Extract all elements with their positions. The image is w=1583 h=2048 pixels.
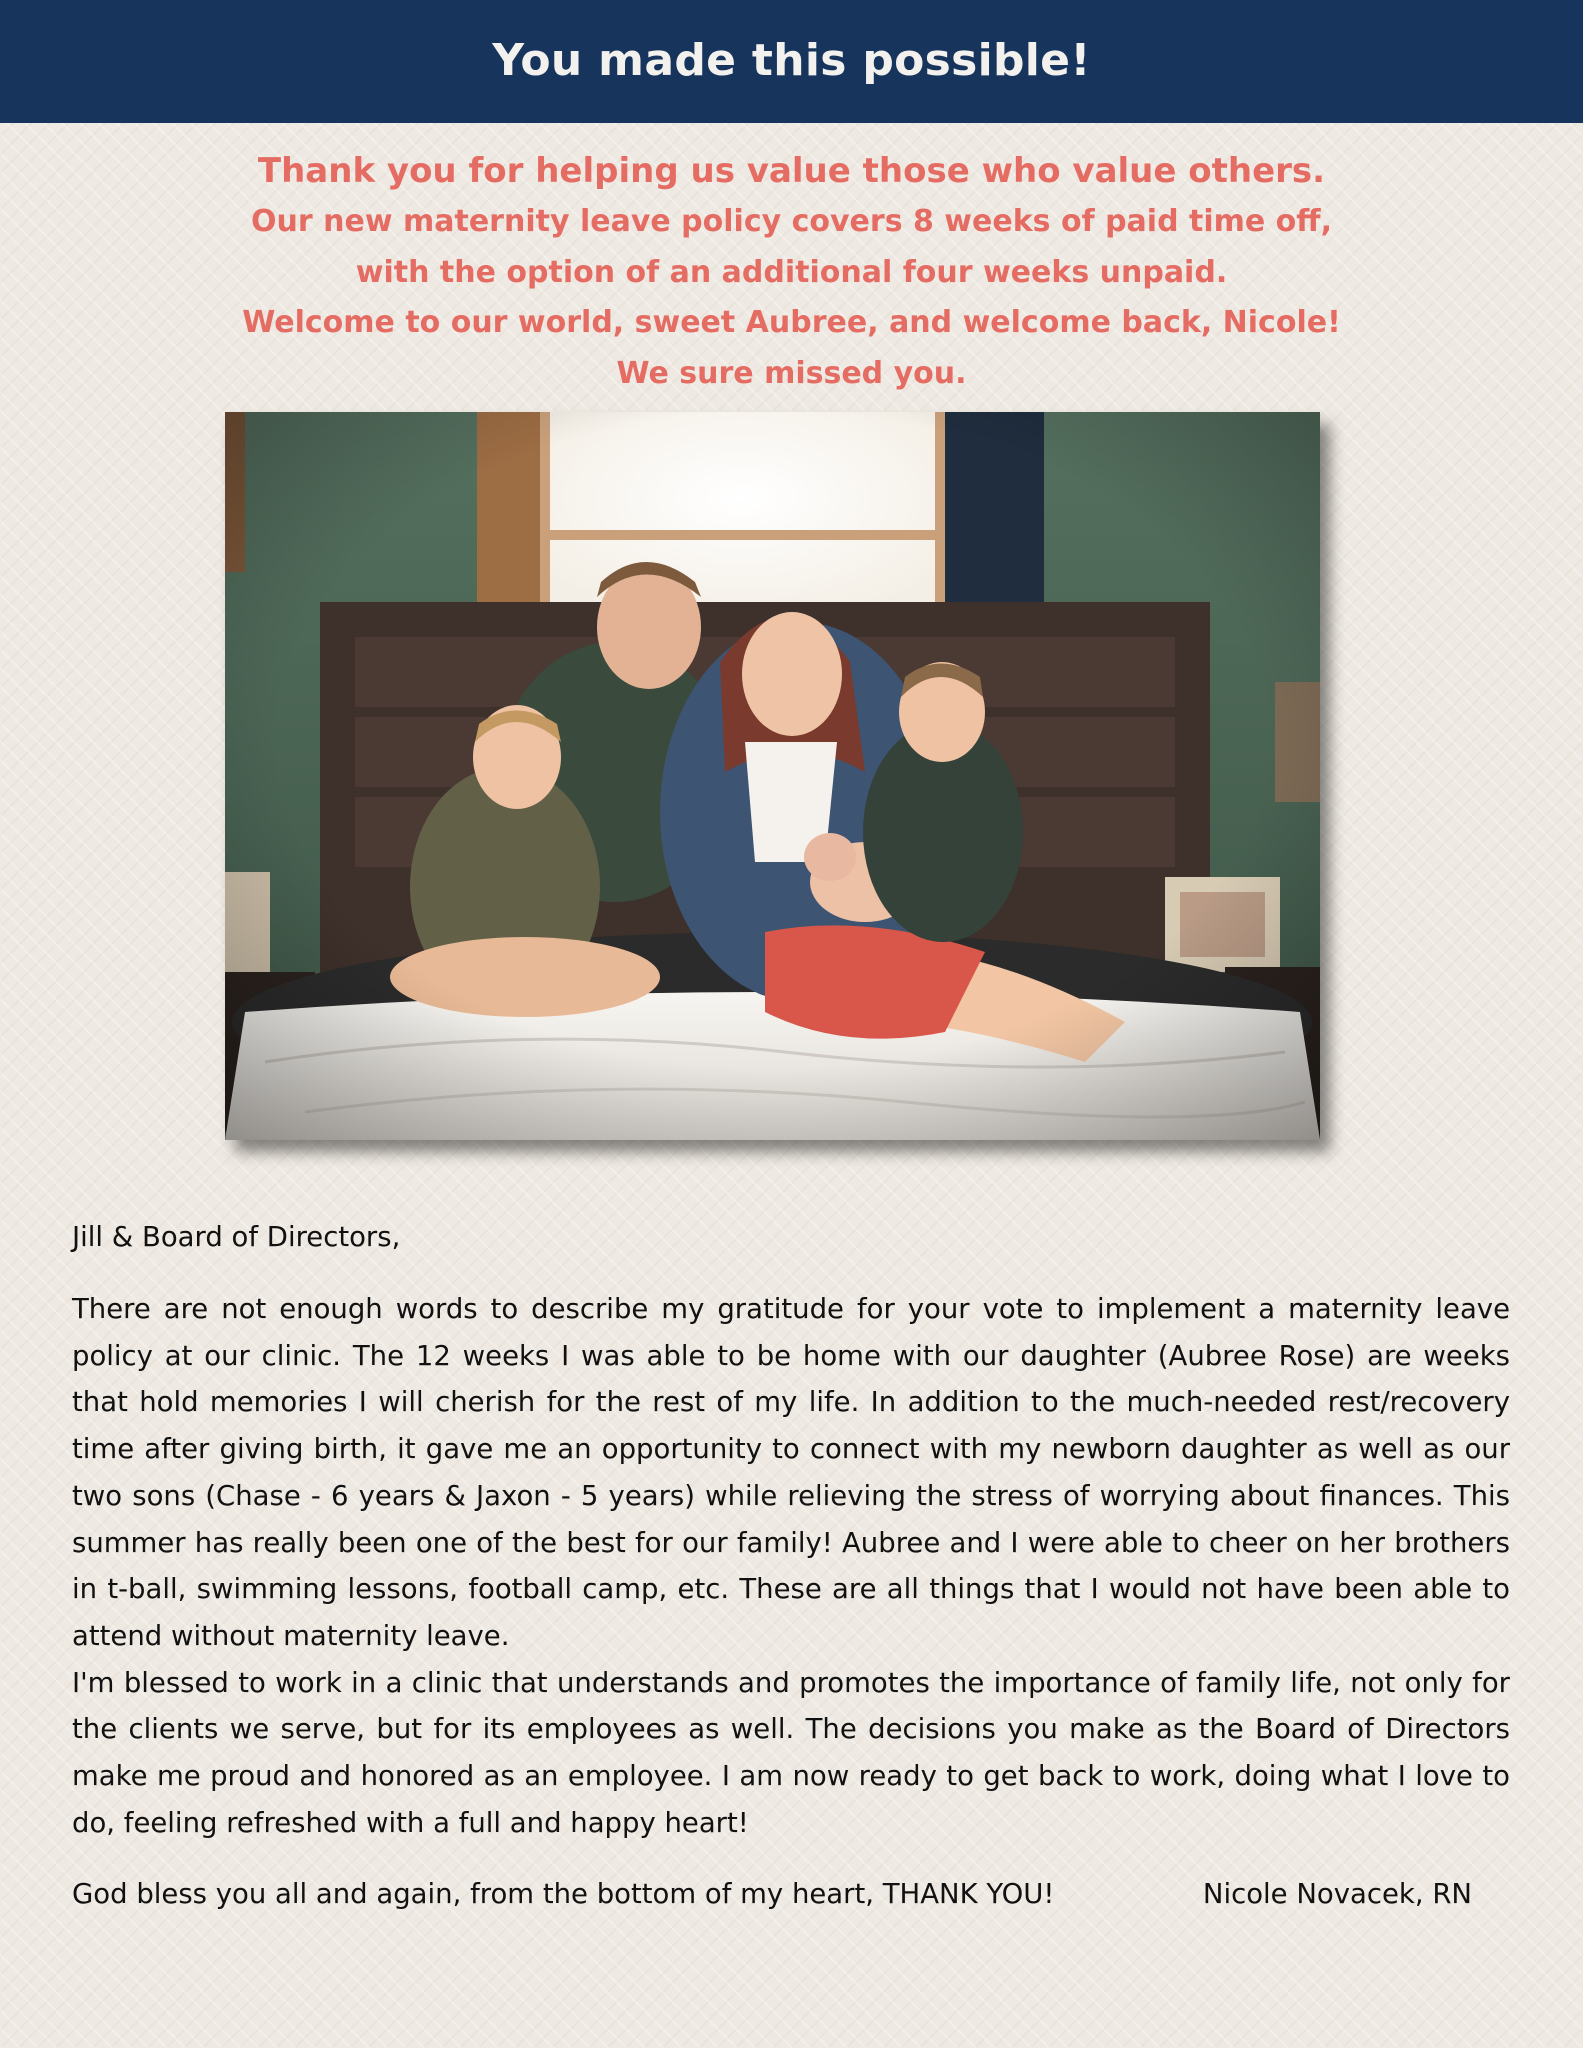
policy-line-2: with the option of an additional four weeks unpaid. bbox=[355, 254, 1228, 290]
letter-paragraph-2: I'm blessed to work in a clinic that understands and promotes the importance of family life, not only for the clients we serve, but for its employees as well. The decisions you make as the Board of Directors make me proud and honored as an employee. I am now ready to get back to work, doing what I love to do, feeling refreshed with a full and happy heart! bbox=[72, 1666, 1510, 1839]
thank-you-headline: Thank you for helping us value those who value others. bbox=[257, 151, 1326, 191]
letter-salutation: Jill & Board of Directors, bbox=[72, 1221, 401, 1253]
header-banner bbox=[0, 0, 1583, 123]
letter-closing: God bless you all and again, from the bottom of my heart, THANK YOU! bbox=[72, 1878, 1055, 1910]
letter-body bbox=[72, 1286, 1510, 1846]
letter-paragraph-1: There are not enough words to describe my gratitude for your vote to implement a maternity leave policy at our clinic. The 12 weeks I was able to be home with our daughter (Aubree Rose) are weeks that hold memories I will cherish for the rest of my life. In addition to the much-needed rest/recovery time after giving birth, it gave me an opportunity to connect with my newborn daughter as well as our two sons (Chase - 6 years & Jaxon - 5 years) while relieving the stress of worrying about finances. This summer has really been one of the best for our family! Aubree and I were able to cheer on her brothers in t-ball, swimming lessons, football camp, etc. These are all things that I would not have been able to attend without maternity leave. bbox=[72, 1293, 1510, 1652]
family-photo bbox=[225, 412, 1320, 1140]
banner-title: You made this possible! bbox=[492, 35, 1091, 86]
letter-closing-row bbox=[72, 1871, 1472, 1918]
thank-you-message bbox=[0, 145, 1583, 399]
letter-signature: Nicole Novacek, RN bbox=[1202, 1878, 1472, 1910]
missed-you-line: We sure missed you. bbox=[616, 355, 967, 391]
welcome-line: Welcome to our world, sweet Aubree, and welcome back, Nicole! bbox=[242, 305, 1341, 340]
policy-line-1: Our new maternity leave policy covers 8 weeks of paid time off, bbox=[251, 204, 1332, 239]
